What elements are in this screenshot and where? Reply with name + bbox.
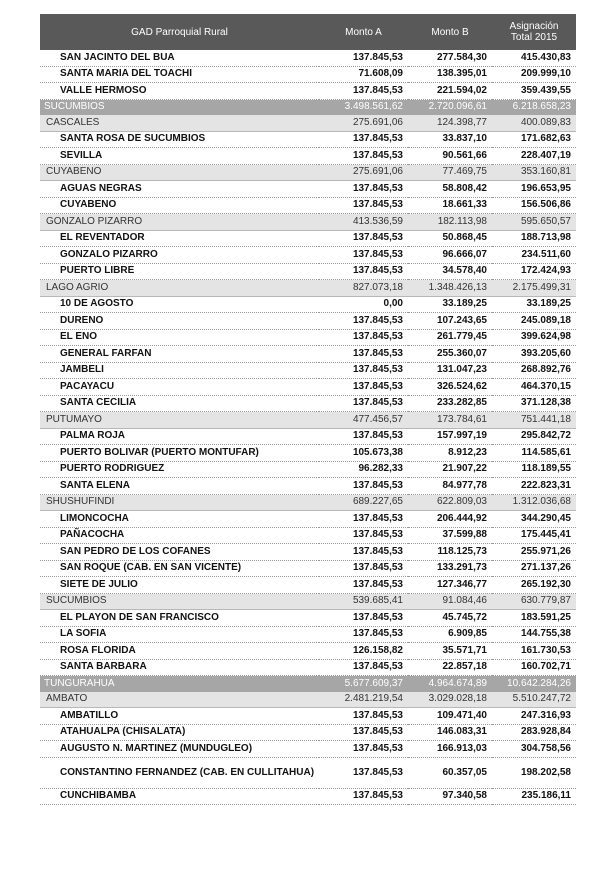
row-monto-a-cell: 539.685,41 xyxy=(319,593,408,610)
row-name-cell: DURENO xyxy=(40,313,319,330)
row-monto-b-cell: 107.243,65 xyxy=(408,313,492,330)
row-monto-b-cell: 166.913,03 xyxy=(408,741,492,758)
row-total-cell: 245.089,18 xyxy=(492,313,576,330)
parish-row xyxy=(40,197,576,214)
row-monto-b-cell: 261.779,45 xyxy=(408,329,492,346)
row-total-cell: 171.682,63 xyxy=(492,131,576,148)
row-total-cell: 595.650,57 xyxy=(492,214,576,231)
row-total-cell: 188.713,98 xyxy=(492,230,576,247)
row-total-cell: 247.316,93 xyxy=(492,708,576,725)
parish-row xyxy=(40,181,576,198)
row-total-cell: 464.370,15 xyxy=(492,379,576,396)
row-monto-b-cell: 138.395,01 xyxy=(408,66,492,83)
row-monto-a-cell: 137.845,53 xyxy=(319,659,408,676)
row-name-cell: EL PLAYON DE SAN FRANCISCO xyxy=(40,610,319,627)
row-monto-b-cell: 91.084,46 xyxy=(408,593,492,610)
parish-row xyxy=(40,313,576,330)
row-name-cell: SANTA BARBARA xyxy=(40,659,319,676)
row-monto-a-cell: 137.845,53 xyxy=(319,610,408,627)
row-total-cell: 10.642.284,26 xyxy=(492,676,576,692)
province-row xyxy=(40,676,576,692)
row-monto-a-cell: 275.691,06 xyxy=(319,115,408,131)
row-name-cell: LAGO AGRIO xyxy=(40,280,319,297)
row-monto-b-cell: 622.809,03 xyxy=(408,494,492,511)
row-monto-b-cell: 33.189,25 xyxy=(408,296,492,313)
row-monto-a-cell: 137.845,53 xyxy=(319,560,408,577)
parish-row xyxy=(40,50,576,66)
row-total-cell: 271.137,26 xyxy=(492,560,576,577)
row-monto-a-cell: 137.845,53 xyxy=(319,626,408,643)
row-total-cell: 393.205,60 xyxy=(492,346,576,363)
row-total-cell: 222.823,31 xyxy=(492,478,576,495)
row-total-cell: 5.510.247,72 xyxy=(492,692,576,708)
row-total-cell: 209.999,10 xyxy=(492,66,576,83)
row-monto-a-cell: 137.845,53 xyxy=(319,263,408,280)
row-monto-a-cell: 137.845,53 xyxy=(319,346,408,363)
row-monto-b-cell: 8.912,23 xyxy=(408,445,492,462)
row-name-cell: SUCUMBIOS xyxy=(40,593,319,610)
row-total-cell: 268.892,76 xyxy=(492,362,576,379)
row-monto-a-cell: 137.845,53 xyxy=(319,724,408,741)
parish-row xyxy=(40,66,576,83)
row-monto-a-cell: 0,00 xyxy=(319,296,408,313)
parish-row xyxy=(40,329,576,346)
row-total-cell: 118.189,55 xyxy=(492,461,576,478)
row-monto-b-cell: 221.594,02 xyxy=(408,83,492,100)
row-monto-b-cell: 326.524,62 xyxy=(408,379,492,396)
row-monto-a-cell: 137.845,53 xyxy=(319,230,408,247)
row-monto-a-cell: 275.691,06 xyxy=(319,164,408,181)
canton-row xyxy=(40,494,576,511)
row-name-cell: SAN JACINTO DEL BUA xyxy=(40,50,319,66)
parish-row xyxy=(40,230,576,247)
row-monto-b-cell: 37.599,88 xyxy=(408,527,492,544)
canton-row xyxy=(40,692,576,708)
row-total-cell: 196.653,95 xyxy=(492,181,576,198)
parish-row xyxy=(40,445,576,462)
row-total-cell: 304.758,56 xyxy=(492,741,576,758)
row-total-cell: 33.189,25 xyxy=(492,296,576,313)
row-monto-a-cell: 126.158,82 xyxy=(319,643,408,660)
row-monto-b-cell: 4.964.674,89 xyxy=(408,676,492,692)
canton-row xyxy=(40,412,576,429)
row-monto-b-cell: 118.125,73 xyxy=(408,544,492,561)
header-asignacion-total xyxy=(492,14,576,50)
row-monto-a-cell: 137.845,53 xyxy=(319,478,408,495)
row-name-cell: 10 DE AGOSTO xyxy=(40,296,319,313)
row-monto-a-cell: 137.845,53 xyxy=(319,379,408,396)
row-total-cell: 175.445,41 xyxy=(492,527,576,544)
row-monto-b-cell: 277.584,30 xyxy=(408,50,492,66)
row-name-cell: CASCALES xyxy=(40,115,319,131)
parish-row xyxy=(40,362,576,379)
row-name-cell: JAMBELI xyxy=(40,362,319,379)
row-monto-a-cell: 137.845,53 xyxy=(319,181,408,198)
row-monto-b-cell: 182.113,98 xyxy=(408,214,492,231)
row-total-cell: 353.160,81 xyxy=(492,164,576,181)
row-total-cell: 156.506,86 xyxy=(492,197,576,214)
parish-row xyxy=(40,83,576,100)
row-monto-a-cell: 137.845,53 xyxy=(319,362,408,379)
row-monto-a-cell: 137.845,53 xyxy=(319,757,408,788)
header-gad-parroquial: GAD Parroquial Rural xyxy=(40,14,319,50)
parish-row xyxy=(40,741,576,758)
row-name-cell: GONZALO PIZARRO xyxy=(40,247,319,264)
row-total-cell: 400.089,83 xyxy=(492,115,576,131)
parish-row xyxy=(40,544,576,561)
row-total-cell: 751.441,18 xyxy=(492,412,576,429)
parish-row xyxy=(40,247,576,264)
row-name-cell: EL REVENTADOR xyxy=(40,230,319,247)
row-name-cell: PACAYACU xyxy=(40,379,319,396)
row-monto-b-cell: 84.977,78 xyxy=(408,478,492,495)
parish-row xyxy=(40,461,576,478)
row-total-cell: 6.218.658,23 xyxy=(492,99,576,115)
row-name-cell: AMBATO xyxy=(40,692,319,708)
row-monto-a-cell: 137.845,53 xyxy=(319,329,408,346)
row-total-cell: 630.779,87 xyxy=(492,593,576,610)
row-monto-b-cell: 77.469,75 xyxy=(408,164,492,181)
row-name-cell: SIETE DE JULIO xyxy=(40,577,319,594)
row-monto-b-cell: 6.909,85 xyxy=(408,626,492,643)
parish-row xyxy=(40,643,576,660)
row-monto-b-cell: 127.346,77 xyxy=(408,577,492,594)
parish-row xyxy=(40,708,576,725)
row-monto-b-cell: 2.720.096,61 xyxy=(408,99,492,115)
parish-row xyxy=(40,560,576,577)
row-name-cell: PAÑACOCHA xyxy=(40,527,319,544)
row-total-cell: 2.175.499,31 xyxy=(492,280,576,297)
row-monto-b-cell: 22.857,18 xyxy=(408,659,492,676)
row-name-cell: PUERTO BOLIVAR (PUERTO MONTUFAR) xyxy=(40,445,319,462)
parish-row xyxy=(40,659,576,676)
row-monto-b-cell: 60.357,05 xyxy=(408,757,492,788)
row-monto-b-cell: 3.029.028,18 xyxy=(408,692,492,708)
row-monto-a-cell: 137.845,53 xyxy=(319,544,408,561)
parish-row xyxy=(40,577,576,594)
row-monto-b-cell: 35.571,71 xyxy=(408,643,492,660)
row-name-cell: TUNGURAHUA xyxy=(40,676,319,692)
row-name-cell: AUGUSTO N. MARTINEZ (MUNDUGLEO) xyxy=(40,741,319,758)
row-total-cell: 160.702,71 xyxy=(492,659,576,676)
row-monto-b-cell: 133.291,73 xyxy=(408,560,492,577)
parish-row xyxy=(40,395,576,412)
row-monto-a-cell: 137.845,53 xyxy=(319,708,408,725)
row-name-cell: ROSA FLORIDA xyxy=(40,643,319,660)
parish-row xyxy=(40,428,576,445)
parish-row xyxy=(40,131,576,148)
row-name-cell: SANTA ELENA xyxy=(40,478,319,495)
canton-row xyxy=(40,115,576,131)
row-name-cell: SEVILLA xyxy=(40,148,319,165)
row-name-cell: PALMA ROJA xyxy=(40,428,319,445)
row-monto-b-cell: 173.784,61 xyxy=(408,412,492,429)
row-monto-b-cell: 1.348.426,13 xyxy=(408,280,492,297)
row-name-cell: CONSTANTINO FERNANDEZ (CAB. EN CULLITAHUA) xyxy=(40,757,319,788)
header-asignacion-line1: Asignación xyxy=(509,21,559,32)
row-monto-a-cell: 96.282,33 xyxy=(319,461,408,478)
row-monto-b-cell: 50.868,45 xyxy=(408,230,492,247)
row-monto-b-cell: 109.471,40 xyxy=(408,708,492,725)
row-monto-b-cell: 146.083,31 xyxy=(408,724,492,741)
row-monto-a-cell: 137.845,53 xyxy=(319,577,408,594)
row-total-cell: 144.755,38 xyxy=(492,626,576,643)
canton-row xyxy=(40,214,576,231)
row-monto-b-cell: 45.745,72 xyxy=(408,610,492,627)
row-monto-b-cell: 131.047,23 xyxy=(408,362,492,379)
row-monto-b-cell: 97.340,58 xyxy=(408,788,492,805)
row-monto-a-cell: 137.845,53 xyxy=(319,50,408,66)
province-row xyxy=(40,99,576,115)
allocation-table-sheet xyxy=(40,14,576,805)
table-body xyxy=(40,50,576,805)
row-total-cell: 172.424,93 xyxy=(492,263,576,280)
row-monto-a-cell: 71.608,09 xyxy=(319,66,408,83)
row-monto-b-cell: 96.666,07 xyxy=(408,247,492,264)
row-name-cell: ATAHUALPA (CHISALATA) xyxy=(40,724,319,741)
header-monto-a: Monto A xyxy=(319,14,408,50)
row-name-cell: CUYABENO xyxy=(40,197,319,214)
parish-row xyxy=(40,379,576,396)
row-total-cell: 265.192,30 xyxy=(492,577,576,594)
row-monto-b-cell: 90.561,66 xyxy=(408,148,492,165)
row-monto-a-cell: 137.845,53 xyxy=(319,148,408,165)
row-name-cell: SHUSHUFINDI xyxy=(40,494,319,511)
row-total-cell: 198.202,58 xyxy=(492,757,576,788)
row-monto-b-cell: 124.398,77 xyxy=(408,115,492,131)
row-monto-a-cell: 827.073,18 xyxy=(319,280,408,297)
parish-row xyxy=(40,296,576,313)
row-total-cell: 234.511,60 xyxy=(492,247,576,264)
canton-row xyxy=(40,593,576,610)
parish-row xyxy=(40,148,576,165)
row-name-cell: CUNCHIBAMBA xyxy=(40,788,319,805)
row-monto-a-cell: 137.845,53 xyxy=(319,83,408,100)
row-monto-a-cell: 137.845,53 xyxy=(319,395,408,412)
row-total-cell: 344.290,45 xyxy=(492,511,576,528)
parish-row xyxy=(40,626,576,643)
row-monto-b-cell: 34.578,40 xyxy=(408,263,492,280)
row-monto-a-cell: 137.845,53 xyxy=(319,511,408,528)
row-name-cell: CUYABENO xyxy=(40,164,319,181)
row-monto-b-cell: 157.997,19 xyxy=(408,428,492,445)
header-monto-b: Monto B xyxy=(408,14,492,50)
row-name-cell: GENERAL FARFAN xyxy=(40,346,319,363)
row-monto-b-cell: 233.282,85 xyxy=(408,395,492,412)
parish-row xyxy=(40,724,576,741)
row-name-cell: PUERTO LIBRE xyxy=(40,263,319,280)
table-header-row xyxy=(40,14,576,50)
parish-row xyxy=(40,511,576,528)
row-total-cell: 359.439,55 xyxy=(492,83,576,100)
row-total-cell: 183.591,25 xyxy=(492,610,576,627)
row-monto-a-cell: 137.845,53 xyxy=(319,428,408,445)
row-monto-a-cell: 5.677.609,37 xyxy=(319,676,408,692)
parish-row xyxy=(40,263,576,280)
row-total-cell: 161.730,53 xyxy=(492,643,576,660)
row-monto-a-cell: 137.845,53 xyxy=(319,131,408,148)
row-name-cell: SANTA MARIA DEL TOACHI xyxy=(40,66,319,83)
row-name-cell: PUERTO RODRIGUEZ xyxy=(40,461,319,478)
parish-row xyxy=(40,346,576,363)
row-monto-a-cell: 689.227,65 xyxy=(319,494,408,511)
row-monto-a-cell: 137.845,53 xyxy=(319,788,408,805)
row-total-cell: 1.312.036,68 xyxy=(492,494,576,511)
parish-row xyxy=(40,757,576,788)
parish-row xyxy=(40,788,576,805)
row-name-cell: SANTA ROSA DE SUCUMBIOS xyxy=(40,131,319,148)
row-name-cell: SUCUMBIOS xyxy=(40,99,319,115)
parish-row xyxy=(40,527,576,544)
row-monto-a-cell: 105.673,38 xyxy=(319,445,408,462)
canton-row xyxy=(40,280,576,297)
row-total-cell: 295.842,72 xyxy=(492,428,576,445)
row-total-cell: 228.407,19 xyxy=(492,148,576,165)
row-name-cell: SANTA CECILIA xyxy=(40,395,319,412)
row-name-cell: SAN ROQUE (CAB. EN SAN VICENTE) xyxy=(40,560,319,577)
row-name-cell: AGUAS NEGRAS xyxy=(40,181,319,198)
row-monto-a-cell: 3.498.561,62 xyxy=(319,99,408,115)
row-name-cell: VALLE HERMOSO xyxy=(40,83,319,100)
row-total-cell: 399.624,98 xyxy=(492,329,576,346)
row-name-cell: AMBATILLO xyxy=(40,708,319,725)
row-monto-a-cell: 137.845,53 xyxy=(319,197,408,214)
row-name-cell: LIMONCOCHA xyxy=(40,511,319,528)
parish-row xyxy=(40,478,576,495)
row-monto-b-cell: 21.907,22 xyxy=(408,461,492,478)
row-total-cell: 415.430,83 xyxy=(492,50,576,66)
row-total-cell: 255.971,26 xyxy=(492,544,576,561)
row-name-cell: SAN PEDRO DE LOS COFANES xyxy=(40,544,319,561)
parish-row xyxy=(40,610,576,627)
row-name-cell: PUTUMAYO xyxy=(40,412,319,429)
row-name-cell: GONZALO PIZARRO xyxy=(40,214,319,231)
row-monto-b-cell: 206.444,92 xyxy=(408,511,492,528)
row-total-cell: 114.585,61 xyxy=(492,445,576,462)
row-monto-a-cell: 137.845,53 xyxy=(319,527,408,544)
row-monto-a-cell: 137.845,53 xyxy=(319,247,408,264)
row-total-cell: 371.128,38 xyxy=(492,395,576,412)
row-monto-b-cell: 255.360,07 xyxy=(408,346,492,363)
canton-row xyxy=(40,164,576,181)
row-monto-b-cell: 18.661,33 xyxy=(408,197,492,214)
row-monto-a-cell: 477.456,57 xyxy=(319,412,408,429)
row-name-cell: EL ENO xyxy=(40,329,319,346)
header-asignacion-line2: Total 2015 xyxy=(510,32,558,43)
row-name-cell: LA SOFIA xyxy=(40,626,319,643)
row-monto-b-cell: 58.808,42 xyxy=(408,181,492,198)
row-monto-a-cell: 2.481.219,54 xyxy=(319,692,408,708)
row-monto-a-cell: 413.536,59 xyxy=(319,214,408,231)
row-total-cell: 283.928,84 xyxy=(492,724,576,741)
row-monto-a-cell: 137.845,53 xyxy=(319,313,408,330)
row-monto-b-cell: 33.837,10 xyxy=(408,131,492,148)
row-total-cell: 235.186,11 xyxy=(492,788,576,805)
row-monto-a-cell: 137.845,53 xyxy=(319,741,408,758)
allocation-table xyxy=(40,14,576,805)
